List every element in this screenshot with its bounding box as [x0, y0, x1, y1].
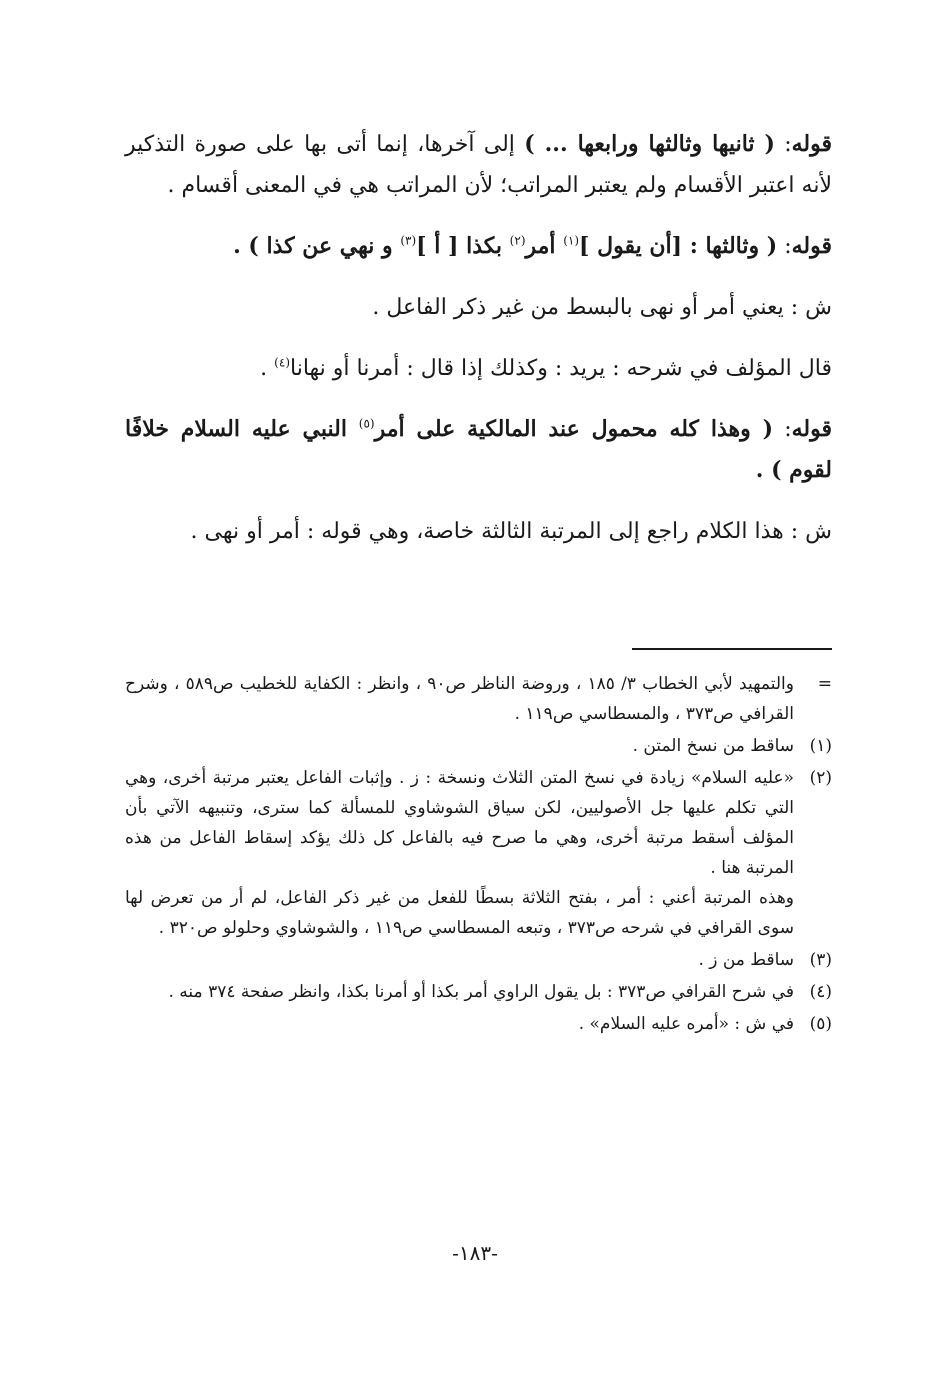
footnote-text: «عليه السلام» زيادة في نسخ المتن الثلاث ونسخة : ز . وإثبات الفاعل يعتبر مرتبة أخرى، وهي التي تكلم عليها جل الأصوليين، لكن سياق الشوشاوي للمسألة كما سترى، وتنبيهه الآتي بأن المؤلف أسقط مرتبة أخرى، وهي ما صرح فيه بالفاعل كل ذلك يؤكد إسقاط الفاعل من هذه المرتبة هنا .	[125, 768, 794, 878]
paragraph-4: قال المؤلف في شرحه : يريد : وكذلك إذا قال : أمرنا أو نهانا$^{(٤)}$ .	[260, 355, 832, 381]
footnote-3	[125, 945, 832, 975]
paragraph-6: ش : هذا الكلام راجع إلى المرتبة الثالثة خاصة، وهي قوله : أمر أو نهى .	[190, 519, 832, 544]
footnote-ref: (١)	[563, 233, 580, 248]
footnote-text: ساقط من نسخ المتن .	[632, 736, 794, 756]
footnote-number: (٥)	[809, 1014, 832, 1034]
footnote-ref: (٢)	[509, 233, 526, 248]
page-number: -١٨٣-	[452, 1241, 498, 1265]
paragraph-3: ش : يعني أمر أو نهى بالبسط من غير ذكر الفاعل .	[372, 295, 832, 320]
footnote-text: في ش : «أمره عليه السلام» .	[578, 1014, 794, 1034]
matn-quote: و نهي عن كذا	[266, 233, 401, 259]
qawluhu-label: قوله	[791, 233, 832, 259]
matn-quote: ثانيها وثالثها ورابعها ...	[544, 131, 755, 157]
footnote-text: والتمهيد لأبي الخطاب ٣/ ١٨٥ ، وروضة الناظر ص٩٠ ، وانظر : الكفاية للخطيب ص٥٨٩ ، وشرح القرافي ص٣٧٣ ، والمسطاسي ص١١٩ .	[125, 674, 794, 724]
footnote-number: (٢)	[809, 768, 832, 788]
matn-quote: النبي عليه السلام خلافًا لقوم	[125, 416, 832, 483]
main-text	[125, 124, 832, 552]
paragraph-2: قوله: ( وثالثها : [أن يقول ]$^{(١)}$ أمر$^{(٢)}$ بكذا [ أ ]$^{(٣)}$ و نهي عن كذا ) .	[233, 233, 832, 259]
footnotes	[125, 669, 832, 1041]
matn-quote: وثالثها : [أن يقول ]	[579, 233, 760, 259]
footnote-number: (٣)	[809, 950, 832, 970]
matn-quote: بكذا [ أ ]	[416, 233, 510, 259]
footnote-text: وهذه المرتبة أعني : أمر ، بفتح الثلاثة بسطًا للفعل من غير ذكر الفاعل، لم أر من تعرض لها سوى القرافي في شرحه ص٣٧٣ ، وتبعه المسطاسي ص١١٩ ، والشوشاوي وحلولو ص٣٢٠ .	[125, 888, 794, 938]
footnote-ref: (٤)	[274, 355, 290, 370]
qawluhu-label: قوله	[791, 416, 832, 442]
commentary-text: إلى آخرها، إنما أتى بها على صورة التذكير لأنه اعتبر الأقسام ولم يعتبر المراتب؛ لأن المراتب هي في المعنى أقسام .	[125, 132, 832, 198]
footnote-5	[125, 1009, 832, 1039]
continuation-marker: =	[817, 674, 832, 694]
footnote-text: في شرح القرافي ص٣٧٣ : بل يقول الراوي أمر بكذا أو أمرنا بكذا، وانظر صفحة ٣٧٤ منه .	[168, 982, 794, 1002]
matn-quote: وهذا كله محمول عند المالكية على أمر	[374, 416, 751, 442]
footnote-ref: (٣)	[400, 233, 417, 248]
qawluhu-label: قوله	[791, 131, 833, 157]
page-body	[125, 124, 833, 1034]
matn-quote: أمر	[525, 233, 564, 259]
paragraph-1: قوله: ( ثانيها وثالثها ورابعها ... ) إلى آخرها، إنما أتى بها على صورة التذكير لأنه اعتبر الأقسام ولم يعتبر المراتب؛ لأن المراتب هي في المعنى أقسام .	[125, 131, 833, 198]
footnote-4	[125, 977, 832, 1007]
paragraph-5: قوله: ( وهذا كله محمول عند المالكية على أمر$^{(٥)}$ النبي عليه السلام خلافًا لقوم ) .	[125, 416, 832, 483]
footnote-ref: (٥)	[358, 416, 375, 431]
footnote-number: (٤)	[809, 982, 832, 1002]
footnote-separator	[632, 648, 832, 650]
footnote-2	[125, 763, 832, 943]
footnote-1	[125, 731, 832, 761]
footnote-text: ساقط من ز .	[698, 950, 794, 970]
footnote-number: (١)	[809, 736, 832, 756]
footnote-continuation	[125, 669, 832, 729]
